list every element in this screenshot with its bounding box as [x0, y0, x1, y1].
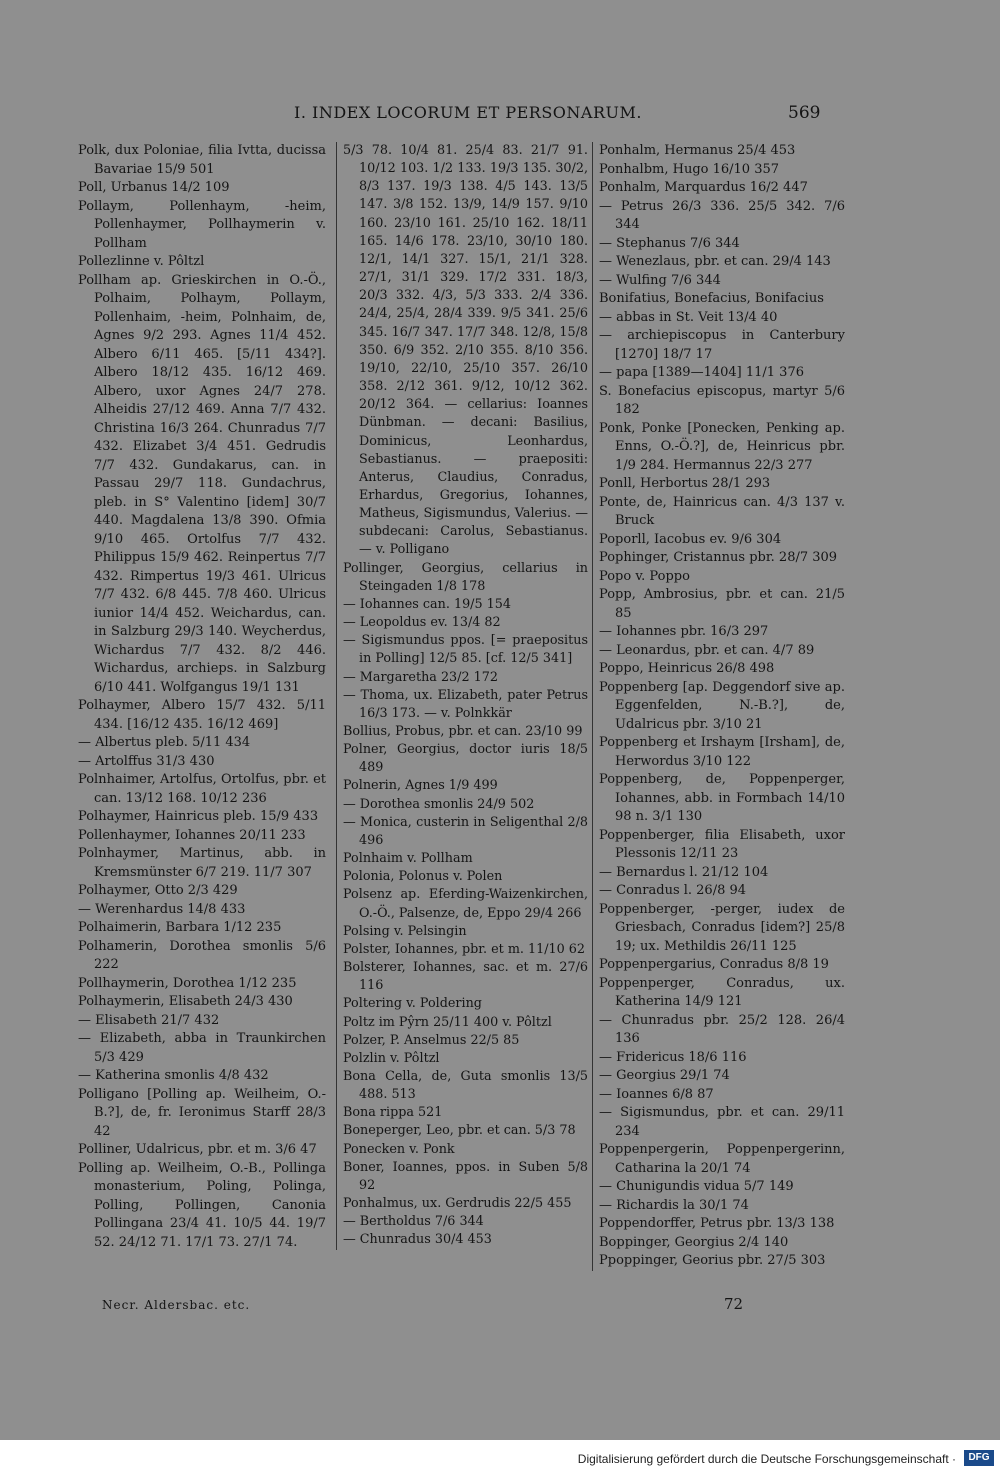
index-entry: Poll, Urbanus 14/2 109	[78, 180, 230, 195]
index-entry: Polhaimerin, Barbara 1/12 235	[78, 920, 282, 935]
index-entry: — Leonardus, pbr. et can. 4/7 89	[599, 642, 815, 658]
index-entry: Polzer, P. Anselmus 22/5 85	[343, 1032, 520, 1048]
index-entry: Poporll, Iacobus ev. 9/6 304	[599, 531, 782, 547]
index-entry: Bona rippa 521	[343, 1105, 443, 1121]
index-entry: — Chunradus pbr. 25/2 128. 26/4 136	[599, 1012, 845, 1046]
index-entry: Polner, Georgius, doctor iuris 18/5 489	[343, 742, 588, 776]
credit-bar	[0, 1440, 1000, 1474]
index-entry: — abbas in St. Veit 13/4 40	[599, 309, 778, 325]
credit-text: Digitalisierung gefördert durch die Deutsche Forschungsgemeinschaft ·	[577, 1452, 956, 1466]
index-entry: — Conradus l. 26/8 94	[599, 883, 747, 898]
index-entry: — Elizabeth, abba in Traunkirchen 5/3 429	[78, 1031, 326, 1065]
index-column-2	[336, 142, 588, 1250]
index-entry: Poppenberg [ap. Deggendorf sive ap. Eggenfelden, N.-B.?], de, Udalricus pbr. 3/10 21	[599, 679, 845, 732]
index-entry: Ponte, de, Hainricus can. 4/3 137 v. Bruck	[599, 494, 845, 528]
index-entry: Ponhalbm, Hugo 16/10 357	[599, 161, 780, 177]
index-entry: Bollius, Probus, pbr. et can. 23/10 99	[343, 724, 583, 739]
index-entry: — Sigismundus, pbr. et can. 29/11 234	[599, 1105, 845, 1139]
index-entry: Ponk, Ponke [Ponecken, Penking ap. Enns, O.-Ö.?], de, Heinricus pbr. 1/9 284. Hermannus 22/3 277	[599, 420, 845, 473]
index-entry: Poppenpergerin, Poppenpergerinn, Catharina la 20/1 74	[599, 1142, 845, 1176]
index-entry: — Sigismundus ppos. [= praepositus in Polling] 12/5 85. [cf. 12/5 341]	[343, 633, 588, 667]
index-entry: — Chunigundis vidua 5/7 149	[599, 1179, 794, 1194]
index-entry: — Iohannes pbr. 16/3 297	[599, 624, 769, 639]
index-entry: Poppenberger, filia Elisabeth, uxor Plessonis 12/11 23	[599, 827, 845, 861]
index-entry: Polnhaim v. Pollham	[343, 851, 473, 867]
index-entry: Popo v. Poppo	[599, 568, 690, 584]
index-entry: Polligano [Polling ap. Weilheim, O.-B.?], de, fr. Ieronimus Starff 28/3 42	[78, 1086, 326, 1139]
index-entry: Polsenz ap. Eferding-Waizenkirchen, O.-Ö., Palsenze, de, Eppo 29/4 266	[343, 887, 588, 921]
index-entry: Poppenberg et Irshaym [Irsham], de, Herwordus 3/10 122	[599, 735, 845, 769]
index-entry: — Artolffus 31/3 430	[78, 753, 215, 769]
index-column-1	[78, 142, 326, 1252]
index-entry: — Stephanus 7/6 344	[599, 235, 740, 251]
index-entry: Polhaymer, Albero 15/7 432. 5/11 434. [16/12 435. 16/12 469]	[78, 698, 326, 732]
index-entry: Popp, Ambrosius, pbr. et can. 21/5 85	[599, 587, 845, 621]
index-entry: Boppinger, Georgius 2/4 140	[599, 1234, 789, 1250]
index-entry: Pollinger, Georgius, cellarius in Steingaden 1/8 178	[343, 560, 588, 594]
index-entry: Ponecken v. Ponk	[343, 1141, 455, 1157]
index-entry: Polliner, Udalricus, pbr. et m. 3/6 47	[78, 1142, 317, 1157]
index-entry: Pollaym, Pollenhaym, -heim, Pollenhaymer, Pollhaymerin v. Pollham	[78, 198, 326, 251]
index-entry: — Georgius 29/1 74	[599, 1068, 730, 1083]
index-entry: — Leopoldus ev. 13/4 82	[343, 615, 501, 631]
index-entry: Polster, Iohannes, pbr. et m. 11/10 62	[343, 941, 586, 957]
index-entry: — Wulfing 7/6 344	[599, 272, 721, 288]
index-entry: — Werenhardus 14/8 433	[78, 901, 246, 917]
index-entry: — Elisabeth 21/7 432	[78, 1012, 220, 1028]
index-entry: — Bertholdus 7/6 344	[343, 1214, 484, 1230]
index-entry: — Iohannes can. 19/5 154	[343, 596, 511, 612]
running-header	[0, 103, 1000, 129]
index-entry: — Dorothea smonlis 24/9 502	[343, 796, 535, 812]
index-entry: Pollezlinne v. Pôltzl	[78, 254, 205, 269]
index-entry: Polling ap. Weilheim, O.-B., Pollinga monasterium, Poling, Polinga, Polling, Pollingen, Canonia Pollingana 23/4 41. 10/5 44. 19/7 52. 24/12 71. 17/1 73. 27/1 74.	[78, 1160, 326, 1250]
index-entry: Polhaymer, Otto 2/3 429	[78, 883, 238, 898]
index-entry: Poppenberg, de, Poppenperger, Iohannes, abb. in Formbach 14/10 98 n. 3/1 130	[599, 772, 845, 824]
index-entry: Polonia, Polonus v. Polen	[343, 869, 503, 885]
index-entry: — Fridericus 18/6 116	[599, 1049, 747, 1065]
index-entry: 5/3 78. 10/4 81. 25/4 83. 21/7 91. 10/12 103. 1/2 133. 19/3 135. 30/2, 8/3 137. 19/3 138. 4/5 143. 13/5 147. 3/8 152. 13/9, 14/9 157. 9/10 160. 23/10 161. 25/10 162. 18/11 165. 14/6 178. 23/10, 30/10 180. 12/1, 14/1 327. 15/1, 21/1 328. 27/1, 31/1 329. 17/2 331. 18/3, 20/3 332. 4/3, 5/3 333. 2/4 336. 24/4, 25/4, 28/4 339. 9/5 341. 25/6 345. 16/7 347. 17/7 348. 12/8, 15/8 350. 6/9 352. 2/10 355. 8/10 356. 19/10, 22/10, 25/10 357. 26/10 358. 2/12 361. 9/12, 10/12 362. 20/12 364. — cellarius: Ioannes Dünbman. — decani: Basilius, Dominicus, Leonhardus, Sebastianus. — praepositi: Anterus, Claudius, Conradus, Erhardus, Gregorius, Iohannes, Matheus, Sigismundus, Valerius. — subdecani: Carolus, Sebastianus. — v. Polligano	[343, 143, 588, 558]
index-entry: Polhaymer, Hainricus pleb. 15/9 433	[78, 809, 319, 824]
index-entry: Polzlin v. Pôltzl	[343, 1050, 440, 1066]
index-entry: Poltering v. Poldering	[343, 996, 482, 1012]
index-entry: Pollham ap. Grieskirchen in O.-Ö., Polhaim, Polhaym, Pollaym, Pollenhaim, -heim, Polnhaim, de, Agnes 9/2 293. Agnes 11/4 452. Albero 6/11 465. [5/11 434?]. Albero 18/12 435. 16/12 469. Albero, uxor Agnes 24/7 278. Alheidis 27/12 469. Anna 7/7 432. Christina 16/3 264. Chunradus 7/7 432. Elizabet 3/4 451. Gedrudis 7/7 432. Gundakarus, can. in Passau 29/7 118. Gundachrus, pleb. in S° Valentino [idem] 30/7 440. Magdalena 13/8 390. Ofmia 9/10 465. Ortolfus 7/7 432. Philippus 15/9 462. Reinpertus 7/7 432. Rimpertus 19/3 461. Ulricus 7/7 432. 6/8 445. 7/8 460. Ulricus iunior 14/4 452. Weichardus, can. in Salzburg 29/3 140. Weycherdus, Wichardus 7/7 432. 8/2 446. Wichardus, archieps. in Salzburg 6/10 441. Wolfgangus 19/1 131	[78, 272, 326, 695]
index-entry: Poppenperger, Conradus, ux. Katherina 14/9 121	[599, 975, 845, 1009]
index-entry: Ponhalmus, ux. Gerdrudis 22/5 455	[343, 1196, 572, 1212]
footer-signature: Necr. Aldersbac. etc.	[102, 1298, 251, 1312]
index-entry: Bonifatius, Bonefacius, Bonifacius	[599, 291, 824, 306]
index-entry: — Katherina smonlis 4/8 432	[78, 1068, 269, 1083]
index-entry: — Thoma, ux. Elizabeth, pater Petrus 16/3 173. — v. Polnkkär	[343, 687, 588, 721]
index-entry: — Petrus 26/3 336. 25/5 342. 7/6 344	[599, 198, 845, 232]
index-entry: Ponll, Herbortus 28/1 293	[599, 476, 771, 491]
index-entry: Ppoppinger, Georius pbr. 27/5 303	[599, 1253, 826, 1268]
index-entry: Poppendorffer, Petrus pbr. 13/3 138	[599, 1216, 835, 1231]
index-entry: — Albertus pleb. 5/11 434	[78, 735, 251, 750]
index-entry: Boneperger, Leo, pbr. et can. 5/3 78	[343, 1123, 576, 1139]
index-entry: — Richardis la 30/1 74	[599, 1197, 749, 1213]
index-entry: Polsing v. Pelsingin	[343, 923, 467, 939]
index-entry: Pophinger, Cristannus pbr. 28/7 309	[599, 550, 838, 565]
index-entry: Pollenhaymer, Iohannes 20/11 233	[78, 827, 306, 843]
index-entry: Polk, dux Poloniae, filia Ivtta, ducissa Bavariae 15/9 501	[78, 143, 326, 177]
index-entry: — Bernardus l. 21/12 104	[599, 864, 769, 880]
index-entry: Poppenpergarius, Conradus 8/8 19	[599, 957, 829, 972]
index-entry: S. Bonefacius episcopus, martyr 5/6 182	[599, 383, 845, 417]
index-entry: Bolsterer, Iohannes, sac. et m. 27/6 116	[343, 960, 588, 994]
index-entry: — Margaretha 23/2 172	[343, 669, 498, 685]
index-entry: — Wenezlaus, pbr. et can. 29/4 143	[599, 254, 831, 269]
index-entry: Polhaymerin, Elisabeth 24/3 430	[78, 994, 293, 1009]
index-entry: Polnerin, Agnes 1/9 499	[343, 778, 498, 794]
index-column-3	[592, 142, 845, 1271]
footer-sheet-number: 72	[724, 1295, 744, 1313]
index-entry: Bona Cella, de, Guta smonlis 13/5 488. 513	[343, 1068, 588, 1103]
index-entry: Boner, Ioannes, ppos. in Suben 5/8 92	[343, 1159, 588, 1193]
index-entry: Poppenberger, -perger, iudex de Griesbach, Conradus [idem?] 25/8 19; ux. Methildis 26/11 125	[599, 901, 845, 954]
index-entry: Polnhaymer, Martinus, abb. in Kremsmünster 6/7 219. 11/7 307	[78, 846, 326, 880]
dfg-logo: DFG	[964, 1450, 994, 1466]
index-entry: Poltz im Pŷrn 25/11 400 v. Pôltzl	[343, 1014, 552, 1030]
index-entry: — Monica, custerin in Seligenthal 2/8 496	[343, 814, 588, 848]
index-entry: — Ioannes 6/8 87	[599, 1086, 714, 1102]
page-title: I. INDEX LOCORUM ET PERSONARUM.	[294, 103, 642, 122]
index-entry: — papa [1389—1404] 11/1 376	[599, 365, 804, 380]
index-entry: Pollhaymerin, Dorothea 1/12 235	[78, 975, 297, 991]
page-number: 569	[788, 103, 821, 123]
index-entry: — Chunradus 30/4 453	[343, 1232, 492, 1248]
index-entry: Ponhalm, Marquardus 16/2 447	[599, 180, 808, 195]
index-entry: Polhamerin, Dorothea smonlis 5/6 222	[78, 938, 326, 972]
index-entry: Ponhalm, Hermanus 25/4 453	[599, 143, 796, 158]
index-entry: — archiepiscopus in Canterbury [1270] 18/7 17	[599, 328, 845, 362]
index-entry: Polnhaimer, Artolfus, Ortolfus, pbr. et can. 13/12 168. 10/12 236	[78, 772, 326, 806]
index-entry: Poppo, Heinricus 26/8 498	[599, 661, 775, 676]
